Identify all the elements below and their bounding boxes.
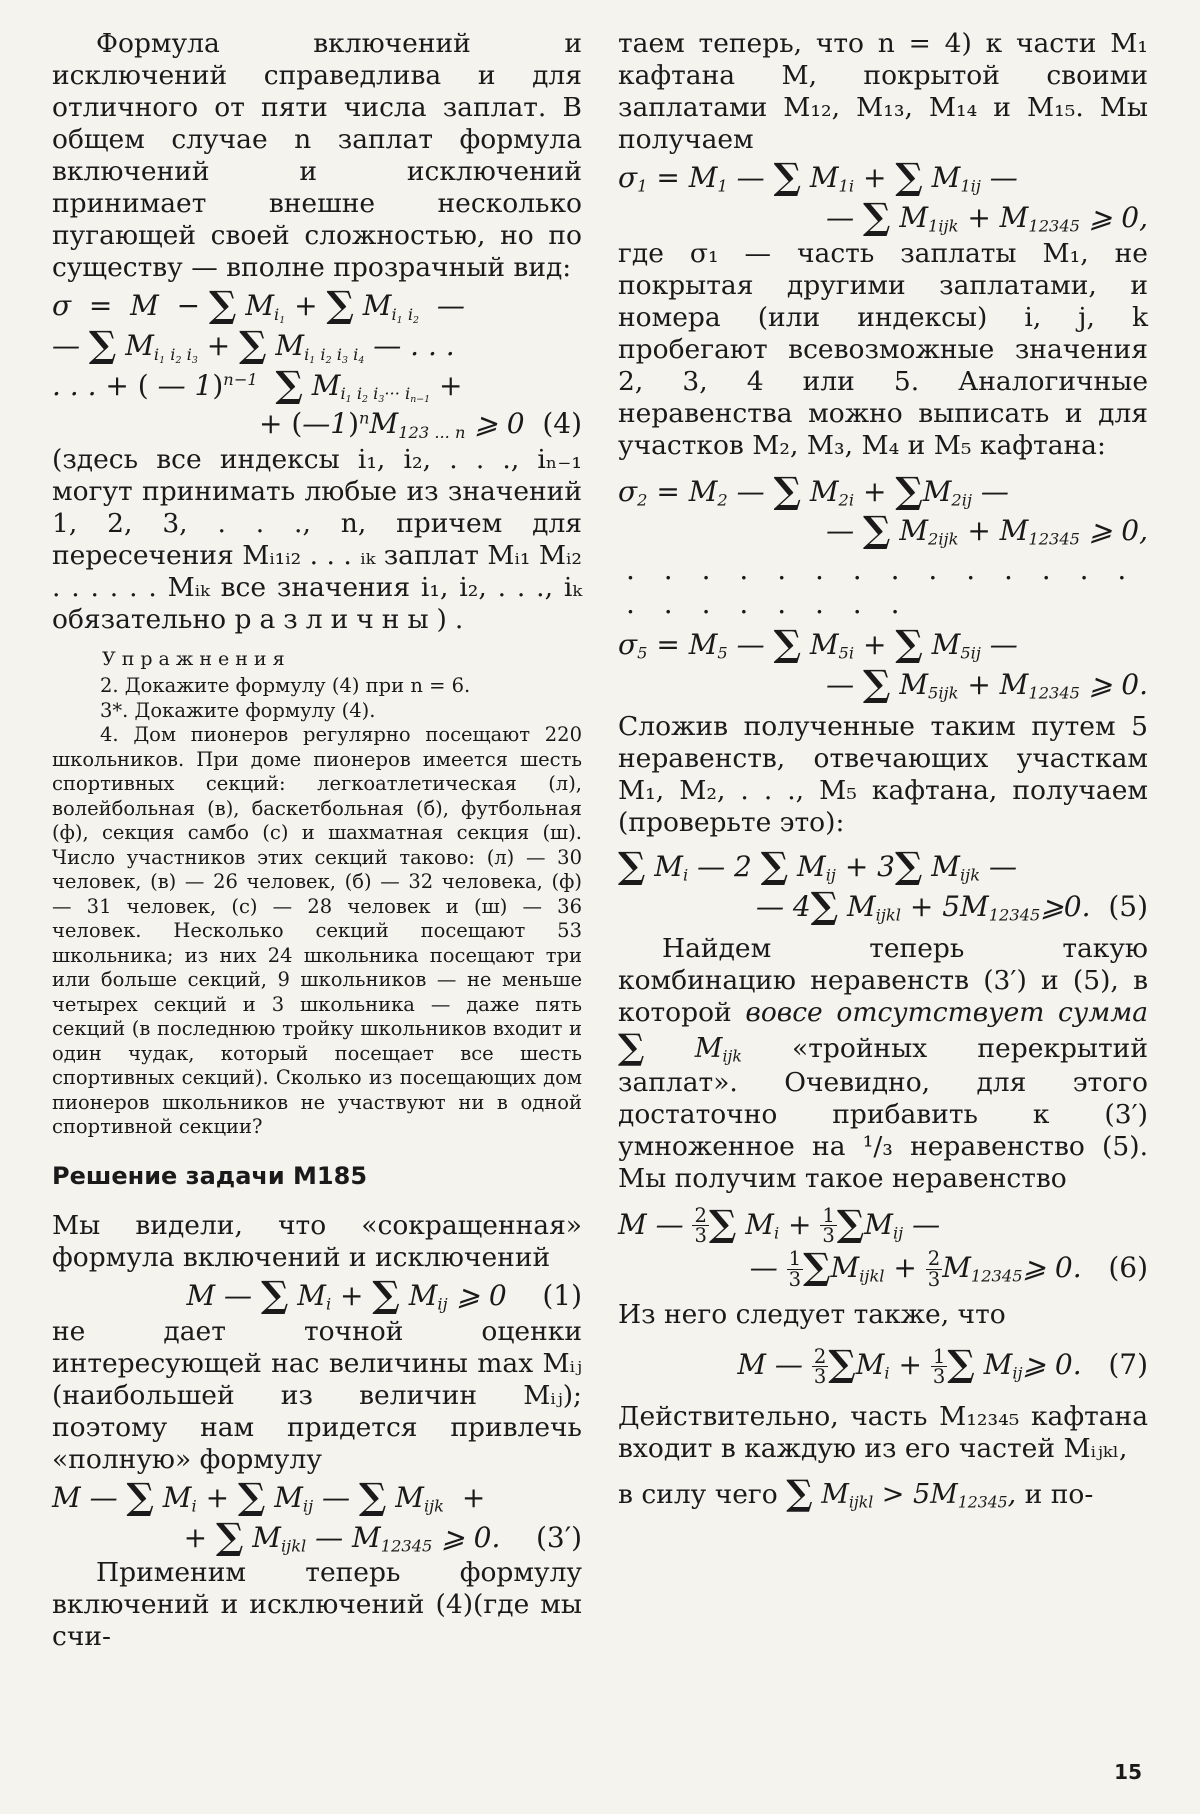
page-number: 15 [1114, 1760, 1142, 1784]
equation-number: (7) [1108, 1348, 1148, 1382]
right-paragraph-6: Действительно, часть M₁₂₃₄₅ кафтана входит в каждую из его частей Mᵢⱼₖₗ, [618, 1400, 1148, 1464]
left-column [52, 28, 582, 1653]
exercise-item: 4. Дом пионеров регулярно посещают 220 школьников. При доме пионеров имеется шесть спортивных секций: легкоатлетическая (л), волейбольная (в), баскетбольная (б), футбольная (ф), секция самбо (с) и шахматная секция (ш). Число участников этих секций таково: (л) — 30 человек, (в) — 26 человек, (б) — 32 человека, (ф) — 31 человек, (с) — 28 человек и (ш) — 36 человек. Несколько секций посещают 53 школьника; из них 24 школьника посещают три или больше секций, 9 школьников — не меньше четырех секций и 3 школьника — даже пять секций (в последнюю тройку школьников входит и один чудак, который посещает все шесть спортивных секций). Сколько из посещающих дом пионеров школьников не участвуют ни в одной спортивной секции? [52, 723, 582, 1139]
equation-1: M — ∑ $M_i$ + ∑ $M_{ij}$ ⩾ 0 (1) [186, 1272, 582, 1316]
right-paragraph-5: Из него следует также, что [618, 1299, 1006, 1331]
equation-4: σ = M − ∑ $M_{i_1}$ + ∑ $M_{i_1 i_2}$ — — ∑ $M_{i_1 i_2 i_3}$ + ∑ $M_{i_1 i_2 i_3 i_4}$ — . . . . . . + ( — 1)$^{n-1}$ ∑ $M_{i_1 i_2 i_3\cdot\cdot\cdot i_{n-1}}$ + + $(—1)^nM_{123 ... n}$ ⩾ 0 (4) [52, 283, 582, 443]
equation-3prime: M — ∑ $M_i$ + ∑ $M_{ij}$ — ∑ $M_{ijk}$ + + ∑ $M_{ijkl}$ — $M_{12345}$ ⩾ 0. (3′) [52, 1474, 582, 1558]
exercise-item: 2. Докажите формулу (4) при n = 6. [100, 674, 471, 698]
equation-7: M — $\frac{2}{3}$ $\sum M_i$ + $\frac{1}{3}$ ∑ $M_{ij}⩾$ 0. (7) [737, 1342, 1148, 1389]
exercise-item: 3*. Докажите формулу (4). [100, 698, 376, 722]
equation-sigma2: $\sigma_2 = M_2$ — ∑ $M_{2i} + \sum M_{2ij}$ — — ∑ $M_{2ijk} + M_{12345}$ ⩾ 0, [618, 468, 1148, 552]
equation-number: (3′) [535, 1520, 582, 1554]
equation-sigma5: $\sigma_5 = M_5$ — ∑ $M_{5i}$ + ∑ $M_{5ij}$ — — ∑ $M_{5ijk} + M_{12345}$ ⩾ 0. [618, 622, 1148, 706]
solution-paragraph-1: Мы видели, что «сокращенная» формула включений и исключений [52, 1209, 582, 1273]
equation-sigma1: $\sigma_1 = M_1$ — ∑ $M_{1i}$ + ∑ $M_{1ij}$ — — ∑ $M_{1ijk} + M_{12345}$ ⩾ 0, [618, 155, 1148, 238]
equation-6: M — $\frac{2}{3}$ ∑ $M_i$ + $\frac{1}{3}$ $\sum M_{ij}$ — — $\frac{1}{3}$ $\sum M_{ijkl}$ + $\frac{2}{3}$ $M_{12345}⩾$ 0. (6) [618, 1201, 1148, 1291]
ellipsis-row: . . . . . . . . . . . . . . . . . . . . . . [626, 553, 1137, 621]
after-eq4-paragraph: (здесь все индексы i₁, i₂, . . ., iₙ₋₁ могут принимать любые из значений 1, 2, 3, . . ., n, причем для пересечения Mᵢ₁ᵢ₂ . . . ᵢₖ заплат Mᵢ₁ Mᵢ₂ . . . . . . Mᵢₖ все значения i₁, i₂, . . ., iₖ обязательно различны). [52, 444, 582, 636]
right-column [618, 28, 1148, 1513]
equation-5: ∑ $M_i$ — 2 ∑ $M_{ij} + 3\sum$ $M_{ijk}$ — — 4∑ $M_{ijkl}$ + $5M_{12345}⩾0$. (5) [618, 843, 1148, 927]
right-paragraph-7: в силу чего ∑ $M_{ijkl} > 5M_{12345}$, и по- [618, 1472, 1094, 1514]
equation-number: (4) [542, 407, 582, 441]
right-paragraph-3: Сложив полученные таким путем 5 неравенств, отвечающих участкам M₁, M₂, . . ., M₅ кафтана, получаем (проверьте это): [618, 710, 1148, 838]
exercises-heading: Упражнения [102, 648, 291, 671]
right-paragraph-1: таем теперь, что n = 4) к части M₁ кафтана M, покрытой своими заплатами M₁₂, M₁₃, M₁₄ и M₁₅. Мы получаем [618, 28, 1148, 155]
solution-heading: Решение задачи М185 [52, 1161, 368, 1190]
equation-number: (6) [1108, 1250, 1148, 1284]
solution-paragraph-2: не дает точной оценки интересующей нас величины max Mᵢⱼ (наибольшей из величин Mᵢⱼ); поэтому нам придется привлечь «полную» формулу [52, 1315, 582, 1475]
equation-number: (5) [1108, 889, 1148, 923]
right-paragraph-4: Найдем теперь такую комбинацию неравенств (3′) и (5), в которой вовсе отсутствует сумма ∑ $M_{ijk}$ «тройных перекрытий заплат». Очевидно, для этого достаточно прибавить к (3′) умноженное на ¹/₃ неравенство (5). Мы получим такое неравенство [618, 932, 1148, 1194]
intro-paragraph: Формула включений и исключений справедлива и для отличного от пяти числа заплат. В общем случае n заплат формула включений и исключений принимает внешне несколько пугающей своей сложностью, но по существу — вполне прозрачный вид: [52, 28, 582, 283]
equation-number: (1) [542, 1278, 582, 1312]
right-paragraph-2: где σ₁ — часть заплаты M₁, не покрытая другими заплатами, и номера (или индексы) i, j, k пробегают всевозможные значения 2, 3, 4 или 5. Аналогичные неравенства можно выписать и для участков M₂, M₃, M₄ и M₅ кафтана: [618, 237, 1148, 461]
solution-paragraph-3: Применим теперь формулу включений и исключений (4)(где мы счи- [52, 1557, 582, 1653]
